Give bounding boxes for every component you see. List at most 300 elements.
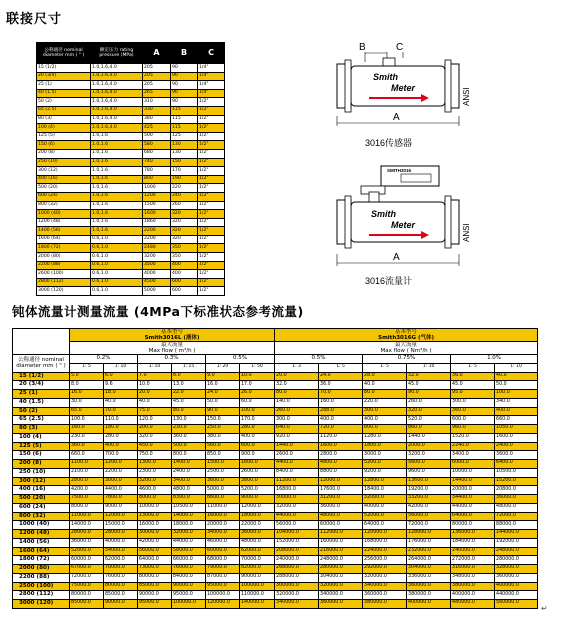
flow-value-cell: 7500.0 xyxy=(70,495,104,504)
dimension-table-header xyxy=(37,43,225,64)
flow-value-cell: 100.0 xyxy=(240,407,275,416)
flow-value-cell: 30.0 xyxy=(70,398,104,407)
flow-value-cell: 320.0 xyxy=(407,407,451,416)
dimension-cell: 780 xyxy=(143,167,171,176)
flow-value-cell: 100.0 xyxy=(495,390,538,399)
flow-value-cell: 152000.0 xyxy=(275,538,319,547)
dimension-cell: 350 xyxy=(171,244,198,253)
dimension-cell: 1/4" xyxy=(198,72,225,81)
flow-value-cell: 1440.0 xyxy=(275,442,319,451)
dimension-cell: 800 xyxy=(143,175,171,184)
dimension-row xyxy=(37,261,225,270)
flow-value-cell: 300.0 xyxy=(451,398,495,407)
flow-value-cell: 750.0 xyxy=(138,451,172,460)
flow-value-cell: 260.0 xyxy=(275,407,319,416)
dimension-cell: 1.0,1.6 xyxy=(91,158,143,167)
header-a: A xyxy=(143,43,171,64)
dimension-cell: 250 (10) xyxy=(37,158,91,167)
flow-dn-cell: 15 (1/2) xyxy=(13,372,70,381)
flow-value-cell: 100.0 xyxy=(70,416,104,425)
dimension-cell: 580 xyxy=(143,141,171,150)
flow-value-cell: 60.0 xyxy=(240,398,275,407)
display-label: SMITH3016 xyxy=(387,168,412,173)
gas-pct-2: 1.0% xyxy=(451,355,538,364)
dimension-cell: 1/4" xyxy=(198,64,225,73)
flow-value-cell: 14400.0 xyxy=(451,477,495,486)
flow-value-cell: 67000.0 xyxy=(70,565,104,574)
flow-value-cell: 45.0 xyxy=(172,398,206,407)
dimension-cell: 5000 xyxy=(143,287,171,296)
flow-value-cell: 136000.0 xyxy=(451,530,495,539)
dimension-cell: 50 (2) xyxy=(37,98,91,107)
dn-header: 公称通径 nominal diameter mm ( " ) xyxy=(13,355,70,373)
flow-value-cell: 28000.0 xyxy=(70,530,104,539)
flow-value-cell: 65.0 xyxy=(70,407,104,416)
flow-value-cell: 64000.0 xyxy=(363,521,407,530)
dimension-cell: 205 xyxy=(143,72,171,81)
dimension-cell: 1.0,1.6 xyxy=(91,201,143,210)
flow-value-cell: 16000.0 xyxy=(206,512,240,521)
dimension-cell: 3000 (120) xyxy=(37,287,91,296)
flow-value-cell: 40.0 xyxy=(138,398,172,407)
dimension-cell: 1500 xyxy=(143,201,171,210)
flow-value-cell: 80.0 xyxy=(275,390,319,399)
flow-value-cell: 1100.0 xyxy=(70,460,104,469)
flow-value-cell: 87000.0 xyxy=(206,573,240,582)
dimension-cell: 400 (16) xyxy=(37,175,91,184)
flow-value-cell: 300.0 xyxy=(275,416,319,425)
dimension-row xyxy=(37,89,225,98)
flow-value-cell: 1400.0 xyxy=(172,460,206,469)
flow-value-cell: 4200.0 xyxy=(70,486,104,495)
flow-value-cell: 16.0 xyxy=(206,381,240,390)
dimension-cell: 500 (20) xyxy=(37,184,91,193)
flow-value-cell: 400.0 xyxy=(240,433,275,442)
flow-value-cell: 130.0 xyxy=(172,416,206,425)
dimension-cell: 115 xyxy=(171,115,198,124)
flow-value-cell: 6400.0 xyxy=(495,460,538,469)
flow-value-cell: 250.0 xyxy=(206,425,240,434)
dimension-row xyxy=(37,244,225,253)
flow-value-cell: 44000.0 xyxy=(275,512,319,521)
flow-value-cell: 1600.0 xyxy=(240,460,275,469)
ratio-cell: 1: 5 xyxy=(70,363,104,372)
dimension-table xyxy=(36,42,225,296)
flow-value-cell: 52000.0 xyxy=(70,547,104,556)
dimension-cell: 1/4" xyxy=(198,89,225,98)
dimension-row xyxy=(37,201,225,210)
flow-table xyxy=(12,328,538,609)
flow-value-cell: 320000.0 xyxy=(319,582,363,591)
dimension-cell: 1/2" xyxy=(198,278,225,287)
dimension-cell: 1400 (56) xyxy=(37,227,91,236)
dimension-cell: 25 (1) xyxy=(37,81,91,90)
flow-value-cell: 256000.0 xyxy=(363,556,407,565)
dimension-cell: 1/2" xyxy=(198,210,225,219)
flow-value-cell: 400.0 xyxy=(319,416,363,425)
dimension-cell: 115 xyxy=(171,106,198,115)
flow-value-cell: 700.0 xyxy=(104,451,138,460)
flow-value-cell: 95000.0 xyxy=(206,582,240,591)
dimension-cell: 1200 xyxy=(143,192,171,201)
flow-value-cell: 62000.0 xyxy=(104,556,138,565)
dimension-cell: 1.0,1.6 xyxy=(91,227,143,236)
dimension-cell: 3200 xyxy=(143,253,171,262)
flow-value-cell: 720.0 xyxy=(319,425,363,434)
flow-value-cell: 180.0 xyxy=(104,425,138,434)
flow-value-cell: 60000.0 xyxy=(70,556,104,565)
flow-value-cell: 28.0 xyxy=(363,372,407,381)
dimension-cell: 1/2" xyxy=(198,192,225,201)
flow-value-cell: 90.0 xyxy=(407,390,451,399)
flow-value-cell: 2600.0 xyxy=(275,451,319,460)
dimension-row xyxy=(37,141,225,150)
flow-value-cell: 95000.0 xyxy=(138,600,172,609)
flow-value-cell: 500.0 xyxy=(172,442,206,451)
flow-value-cell: 272000.0 xyxy=(451,556,495,565)
flow-value-cell: 32.0 xyxy=(407,372,451,381)
dimension-cell: 0.6,1.0 xyxy=(91,261,143,270)
flow-value-cell: 50.0 xyxy=(206,398,240,407)
dimension-cell: 1/2" xyxy=(198,158,225,167)
flow-value-cell: 11000.0 xyxy=(70,512,104,521)
flow-value-cell: 10.0 xyxy=(240,372,275,381)
dimension-cell: 1/2" xyxy=(198,287,225,296)
flow-value-cell: 1120.0 xyxy=(319,433,363,442)
header-pressure: 额定压力 rating pressure (MPa) xyxy=(91,43,143,64)
flow-value-cell: 10000.0 xyxy=(451,468,495,477)
flow-dn-cell: 3000 (120) xyxy=(13,600,70,609)
flow-value-cell: 348000.0 xyxy=(451,573,495,582)
flow-value-cell: 5200.0 xyxy=(363,460,407,469)
flow-value-cell: 2000.0 xyxy=(407,442,451,451)
dimension-cell: 4000 xyxy=(143,270,171,279)
flow-value-cell: 34400.0 xyxy=(451,495,495,504)
dimension-cell: 130 xyxy=(171,149,198,158)
model-row xyxy=(13,329,538,342)
flow-dn-cell: 125 (5) xyxy=(13,442,70,451)
flow-value-cell: 1440.0 xyxy=(407,433,451,442)
flow-value-cell: 400.0 xyxy=(363,416,407,425)
flow-value-cell: 75000.0 xyxy=(70,582,104,591)
dimension-cell: 170 xyxy=(171,167,198,176)
flow-value-cell: 3000.0 xyxy=(104,477,138,486)
dimension-cell: 100 (4) xyxy=(37,124,91,133)
flow-dn-cell: 1200 (48) xyxy=(13,530,70,539)
flow-value-cell: 2240.0 xyxy=(451,442,495,451)
dimension-cell: 1.0,1.6 xyxy=(91,132,143,141)
flow-value-cell: 140000.0 xyxy=(240,600,275,609)
flow-value-cell: 320000.0 xyxy=(363,573,407,582)
flow-value-cell: 1300.0 xyxy=(138,460,172,469)
dimension-cell: 0.6,1.0 xyxy=(91,235,143,244)
flow-value-cell: 216000.0 xyxy=(319,547,363,556)
pct-row xyxy=(13,355,538,364)
flow-value-cell: 8.0 xyxy=(70,381,104,390)
flow-value-cell: 120000.0 xyxy=(363,530,407,539)
flow-value-cell: 40000.0 xyxy=(363,503,407,512)
flow-value-cell: 4600.0 xyxy=(138,486,172,495)
flow-value-cell: 48000.0 xyxy=(240,538,275,547)
dimension-row xyxy=(37,210,225,219)
dimension-cell: 220 xyxy=(171,184,198,193)
flow-value-cell: 16800.0 xyxy=(275,486,319,495)
flow-value-cell: 1280.0 xyxy=(363,433,407,442)
flow-value-cell: 32000.0 xyxy=(363,495,407,504)
flow-row xyxy=(13,556,538,565)
dimension-cell: 1/2" xyxy=(198,244,225,253)
flow-value-cell: 36000.0 xyxy=(495,495,538,504)
dimension-cell: 1.0,1.6 xyxy=(91,167,143,176)
flow-value-cell: 36000.0 xyxy=(70,538,104,547)
dimension-row xyxy=(37,192,225,201)
flow-value-cell: 640.0 xyxy=(275,425,319,434)
flow-value-cell: 440000.0 xyxy=(495,591,538,600)
brand-smith-2: Smith xyxy=(371,209,397,219)
flow-value-cell: 26.0 xyxy=(240,390,275,399)
sensor-diagram xyxy=(325,36,475,154)
dimension-row xyxy=(37,227,225,236)
dimension-cell: 260 xyxy=(171,201,198,210)
flow-value-cell: 12000.0 xyxy=(319,477,363,486)
dimension-cell: 1/2" xyxy=(198,115,225,124)
flow-value-cell: 1800.0 xyxy=(363,442,407,451)
dimension-cell: 205 xyxy=(143,81,171,90)
dimension-row xyxy=(37,115,225,124)
dimension-row xyxy=(37,132,225,141)
flow-dn-cell: 1400 (56) xyxy=(13,538,70,547)
flow-value-cell: 1600.0 xyxy=(495,433,538,442)
flow-value-cell: 10500.0 xyxy=(495,468,538,477)
dimension-row xyxy=(37,124,225,133)
flow-value-cell: 17.0 xyxy=(240,381,275,390)
dimension-cell: 425 xyxy=(143,124,171,133)
dimension-cell: 90 xyxy=(171,81,198,90)
flow-value-cell: 79000.0 xyxy=(206,565,240,574)
dimension-cell: 1.0,1.6,4.0 xyxy=(91,89,143,98)
dimension-row xyxy=(37,235,225,244)
dimension-cell: 2200 xyxy=(143,227,171,236)
flow-dn-cell: 100 (4) xyxy=(13,433,70,442)
dimension-cell: 680 xyxy=(143,149,171,158)
label-c: C xyxy=(396,42,404,53)
ratio-cell: 1: 10 xyxy=(495,363,538,372)
dimension-cell: 600 (24) xyxy=(37,192,91,201)
flow-value-cell: 230.0 xyxy=(70,433,104,442)
flow-value-cell: 36.0 xyxy=(451,372,495,381)
flow-value-cell: 33200.0 xyxy=(407,495,451,504)
flow-value-cell: 3800.0 xyxy=(240,477,275,486)
flow-row xyxy=(13,381,538,390)
flow-value-cell: 104000.0 xyxy=(275,530,319,539)
flow-value-cell: 60000.0 xyxy=(319,521,363,530)
brand-meter-2: Meter xyxy=(391,220,416,230)
flow-value-cell: 176000.0 xyxy=(407,538,451,547)
flow-value-cell: 7800.0 xyxy=(104,495,138,504)
flow-value-cell: 15000.0 xyxy=(104,521,138,530)
flow-row xyxy=(13,512,538,521)
flow-value-cell: 400000.0 xyxy=(407,600,451,609)
flow-value-cell: 56000.0 xyxy=(275,521,319,530)
flow-value-cell: 45.0 xyxy=(407,381,451,390)
flow-dn-cell: 600 (24) xyxy=(13,503,70,512)
flow-value-cell: 22.0 xyxy=(172,390,206,399)
dimension-cell: 0.6,1.0 xyxy=(91,270,143,279)
dimension-cell: 20 (3/4) xyxy=(37,72,91,81)
flow-value-cell: 52000.0 xyxy=(363,512,407,521)
flow-value-cell: 4400.0 xyxy=(275,460,319,469)
flow-value-cell: 660.0 xyxy=(70,451,104,460)
dimension-cell: 2000 (80) xyxy=(37,253,91,262)
dimension-cell: 15 (1/2) xyxy=(37,64,91,73)
flow-value-cell: 100000.0 xyxy=(240,582,275,591)
flow-value-cell: 168000.0 xyxy=(363,538,407,547)
flow-value-cell: 9000.0 xyxy=(104,503,138,512)
flow-value-cell: 120.0 xyxy=(138,416,172,425)
flow-value-cell: 920.0 xyxy=(275,433,319,442)
dimension-cell: 300 (12) xyxy=(37,167,91,176)
dimension-row xyxy=(37,64,225,73)
flow-value-cell: 2400.0 xyxy=(495,442,538,451)
dimension-cell: 125 (5) xyxy=(37,132,91,141)
flow-dn-cell: 200 (8) xyxy=(13,460,70,469)
flow-value-cell: 8400.0 xyxy=(275,468,319,477)
flow-value-cell: 30000.0 xyxy=(138,530,172,539)
flow-value-cell: 95000.0 xyxy=(172,591,206,600)
flow-value-cell: 1200.0 xyxy=(104,460,138,469)
flow-value-cell: 400000.0 xyxy=(451,591,495,600)
flow-dn-cell: 300 (12) xyxy=(13,477,70,486)
flow-value-cell: 380000.0 xyxy=(451,582,495,591)
flow-value-cell: 18400.0 xyxy=(363,486,407,495)
flow-value-cell: 400.0 xyxy=(104,442,138,451)
label-a: A xyxy=(393,112,400,123)
flow-value-cell: 4800.0 xyxy=(172,486,206,495)
flow-value-cell: 9200.0 xyxy=(363,468,407,477)
flow-value-cell: 192000.0 xyxy=(495,538,538,547)
flow-value-cell: 360.0 xyxy=(172,433,206,442)
ratio-cell: 1: 20 xyxy=(206,363,240,372)
max-flow-cn-gas: 最大流量 xyxy=(395,342,418,348)
flow-value-cell: 14000.0 xyxy=(172,512,206,521)
dimension-cell: 1/2" xyxy=(198,167,225,176)
dimension-cell: 600 xyxy=(171,278,198,287)
flow-row xyxy=(13,372,538,381)
header-c: C xyxy=(198,43,225,64)
flow-dn-cell: 800 (32) xyxy=(13,512,70,521)
flow-value-cell: 56000.0 xyxy=(138,547,172,556)
flow-value-cell: 20.0 xyxy=(275,372,319,381)
flow-value-cell: 20800.0 xyxy=(495,486,538,495)
flow-value-cell: 85000.0 xyxy=(138,582,172,591)
flow-value-cell: 70000.0 xyxy=(240,556,275,565)
flow-value-cell: 6000.0 xyxy=(451,460,495,469)
flow-value-cell: 4800.0 xyxy=(319,460,363,469)
flow-value-cell: 64000.0 xyxy=(138,556,172,565)
flow-value-cell: 2400.0 xyxy=(172,468,206,477)
meter-caption: 3016流量计 xyxy=(365,276,413,286)
flow-value-cell: 144000.0 xyxy=(495,530,538,539)
flow-value-cell: 22000.0 xyxy=(240,521,275,530)
flow-value-cell: 72000.0 xyxy=(407,521,451,530)
header-b: B xyxy=(171,43,198,64)
flow-value-cell: 280000.0 xyxy=(319,565,363,574)
flow-value-cell: 8600.0 xyxy=(206,495,240,504)
dimension-cell: 1.0,1.6,4.0 xyxy=(91,72,143,81)
flow-dn-cell: 2200 (88) xyxy=(13,573,70,582)
flow-value-cell: 360000.0 xyxy=(495,573,538,582)
dimension-row xyxy=(37,278,225,287)
dimension-cell: 1.0,1.6,4.0 xyxy=(91,81,143,90)
dimension-cell: 1/2" xyxy=(198,141,225,150)
flow-dn-cell: 40 (1.5) xyxy=(13,398,70,407)
flow-row xyxy=(13,573,538,582)
flow-value-cell: 8300.0 xyxy=(172,495,206,504)
flow-row xyxy=(13,433,538,442)
flow-value-cell: 80000.0 xyxy=(138,573,172,582)
label-a-2: A xyxy=(393,252,400,263)
flow-value-cell: 40.0 xyxy=(104,398,138,407)
flow-value-cell: 140.0 xyxy=(275,398,319,407)
dimension-cell: 600 xyxy=(171,287,198,296)
dimension-cell: 3500 xyxy=(143,261,171,270)
flow-row xyxy=(13,600,538,609)
flow-value-cell: 280000.0 xyxy=(495,556,538,565)
flow-value-cell: 66000.0 xyxy=(172,556,206,565)
dimension-cell: 40 (1.5) xyxy=(37,89,91,98)
dimension-cell: 1.0,1.6,4.0 xyxy=(91,124,143,133)
flow-value-cell: 360.0 xyxy=(451,407,495,416)
dimension-cell: 1/2" xyxy=(198,201,225,210)
brand-meter: Meter xyxy=(391,83,416,93)
flow-value-cell: 46000.0 xyxy=(206,538,240,547)
dimension-cell: 1200 (48) xyxy=(37,218,91,227)
flow-value-cell: 13000.0 xyxy=(138,512,172,521)
flow-value-cell: 320000.0 xyxy=(275,591,319,600)
dimension-cell: 1860 xyxy=(143,218,171,227)
model-label-gas: 基本型号 xyxy=(395,329,418,335)
flow-value-cell: 248000.0 xyxy=(495,547,538,556)
dimension-cell: 1.0,1.6 xyxy=(91,141,143,150)
flow-row xyxy=(13,538,538,547)
flow-value-cell: 82000.0 xyxy=(240,565,275,574)
label-b: B xyxy=(359,42,366,53)
flow-value-cell: 340.0 xyxy=(495,398,538,407)
label-ansi-2: ANSI xyxy=(462,223,471,242)
dimension-cell: 1/2" xyxy=(198,149,225,158)
ratio-row xyxy=(13,363,538,372)
dimension-row xyxy=(37,106,225,115)
dimension-cell: 1000 xyxy=(143,184,171,193)
dimension-cell: 1/2" xyxy=(198,253,225,262)
dimension-cell: 2200 xyxy=(143,235,171,244)
flow-value-cell: 10500.0 xyxy=(172,503,206,512)
flow-value-cell: 240000.0 xyxy=(451,547,495,556)
flow-value-cell: 80.0 xyxy=(172,407,206,416)
dimension-cell: 150 xyxy=(171,158,198,167)
flow-value-cell: 80.0 xyxy=(363,390,407,399)
dimension-cell: 0.6,1.0 xyxy=(91,244,143,253)
flow-value-cell: 100000.0 xyxy=(172,600,206,609)
flow-value-cell: 16000.0 xyxy=(138,521,172,530)
dimension-cell: 400 xyxy=(171,261,198,270)
dimension-cell: 240 xyxy=(171,192,198,201)
flow-value-cell: 800.0 xyxy=(363,425,407,434)
dimension-cell: 1/2" xyxy=(198,227,225,236)
brand-smith: Smith xyxy=(373,72,399,82)
flow-value-cell: 62000.0 xyxy=(240,547,275,556)
dimension-cell: 115 xyxy=(171,124,198,133)
